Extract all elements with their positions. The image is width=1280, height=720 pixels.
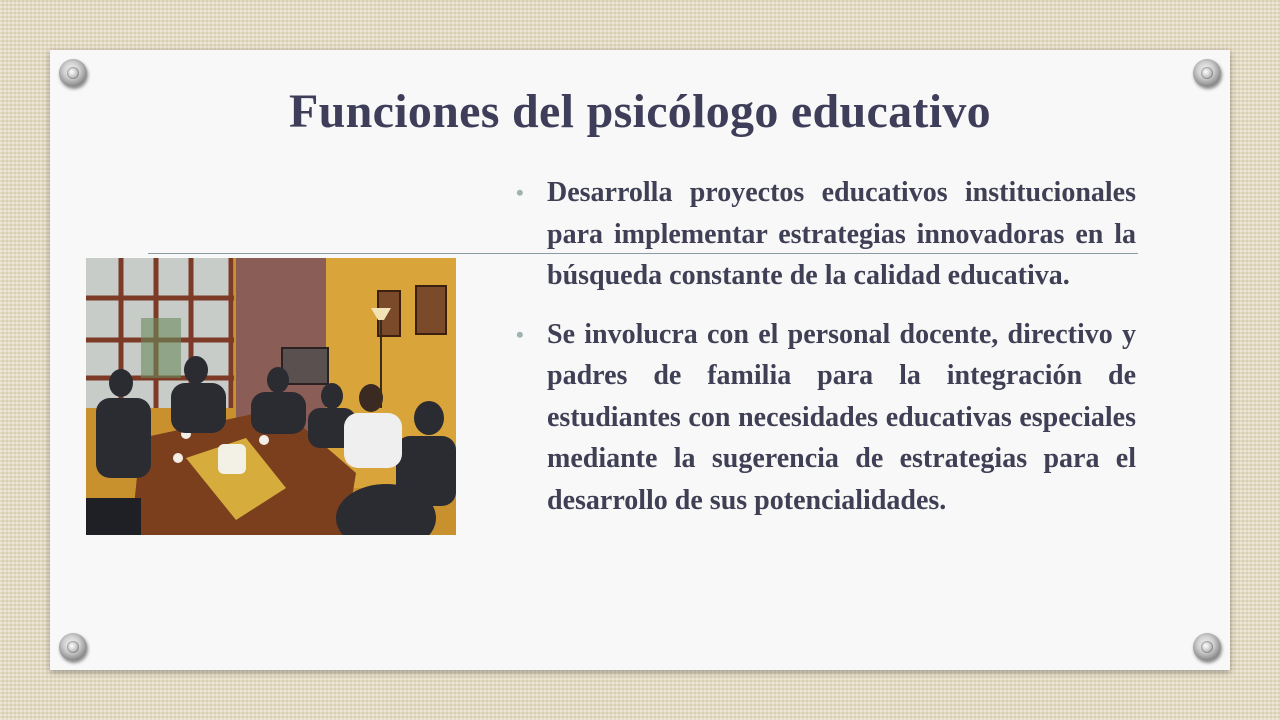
- pushpin-icon-top-left: [59, 59, 87, 87]
- bullet-item: [516, 314, 1136, 522]
- bullet-text: Se involucra con el personal docente, directivo y padres de familia para la integración de estudiantes con necesidades educativas especiales mediante la sugerencia de estrategias para el desarrollo de sus potencialidades.: [547, 318, 1136, 516]
- bullet-dot-icon: •: [516, 321, 524, 347]
- bullet-text: Desarrolla proyectos educativos institucionales para implementar estrategias innovadoras en la búsqueda constante de la calidad educativa.: [547, 177, 1136, 291]
- bullet-dot-icon: •: [516, 180, 524, 205]
- meeting-photo: [86, 258, 456, 535]
- pushpin-icon-top-right: [1193, 59, 1221, 87]
- pushpin-icon-bottom-right: [1193, 633, 1221, 661]
- bullet-item: [516, 172, 1136, 297]
- pushpin-icon-bottom-left: [59, 633, 87, 661]
- bullet-list: [516, 172, 1136, 538]
- slide-title: Funciones del psicólogo educativo: [289, 85, 991, 138]
